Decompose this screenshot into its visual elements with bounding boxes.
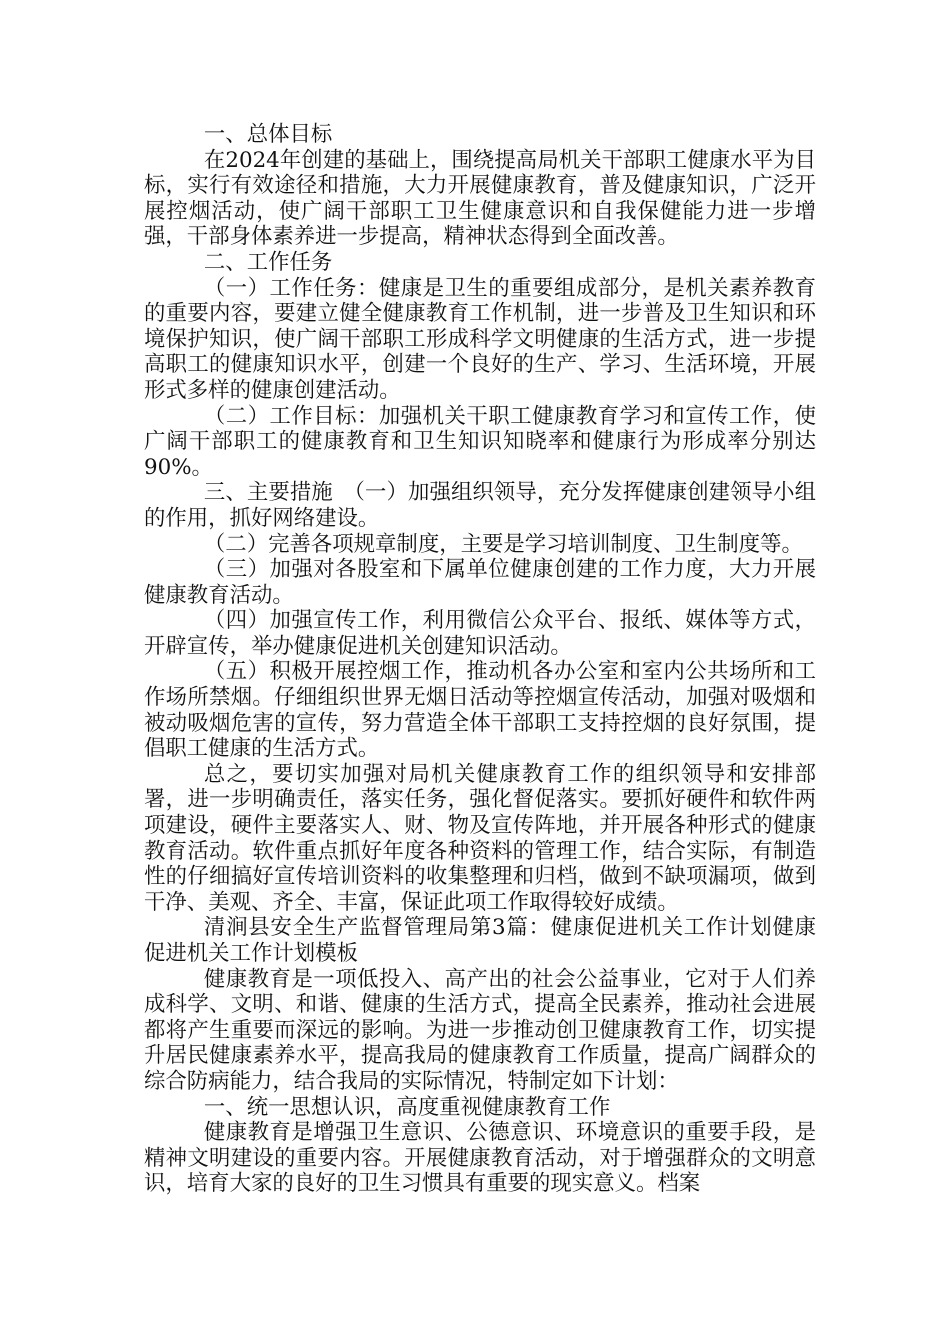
paragraph-measures-5: （五）积极开展控烟工作，推动机各办公室和室内公共场所和工作场所禁烟。仔细组织世界无烟日活动等控烟宣传活动，加强对吸烟和被动吸烟危害的宣传，努力营造全体干部职工支持控烟的良好氛围，提倡职工健康的生活方式。 — [144, 659, 816, 762]
paragraph-summary: 总之，要切实加强对局机关健康教育工作的组织领导和安排部署，进一步明确责任，落实任务，强化督促落实。要抓好硬件和软件两项建设，硬件主要落实人、财、物及宣传阵地，并开展各种形式的健康教育活动。软件重点抓好年度各种资料的管理工作，结合实际，有制造性的仔细搞好宣传培训资料的收集整理和归档，做到不缺项漏项，做到干净、美观、齐全、丰富，保证此项工作取得较好成绩。 — [144, 761, 816, 915]
paragraph-task-2: （二）工作目标：加强机关干职工健康教育学习和宣传工作，使广阔干部职工的健康教育和卫生知识知晓率和健康行为形成率分别达90%。 — [144, 403, 816, 480]
paragraph-measures-1: 三、主要措施 （一）加强组织领导，充分发挥健康创建领导小组的作用，抓好网络建设。 — [144, 480, 816, 531]
heading-work-tasks: 二、工作任务 — [203, 249, 333, 275]
paragraph-measures-3: （三）加强对各股室和下属单位健康创建的工作力度，大力开展健康教育活动。 — [144, 557, 816, 608]
paragraph-measures-2: （二）完善各项规章制度，主要是学习培训制度、卫生制度等。 — [203, 531, 803, 557]
paragraph-overall-goal: 在2024年创建的基础上，围绕提高局机关干部职工健康水平为目标，实行有效途径和措施，大力开展健康教育，普及健康知识，广泛开展控烟活动，使广阔干部职工卫生健康意识和自我保健能力进一步增强，干部身体素养进一步提高，精神状态得到全面改善。 — [144, 147, 816, 250]
paragraph-measures-4: （四）加强宣传工作，利用微信公众平台、报纸、媒体等方式，开辟宣传，举办健康促进机关创建知识活动。 — [144, 608, 816, 659]
heading-overall-goal: 一、总体目标 — [203, 122, 333, 147]
paragraph-section-title: 清涧县安全生产监督管理局第3篇：健康促进机关工作计划健康促进机关工作计划模板 — [144, 915, 816, 966]
heading-unify-thinking: 一、统一思想认识，高度重视健康教育工作 — [203, 1094, 611, 1120]
paragraph-health-education: 健康教育是增强卫生意识、公德意识、环境意识的重要手段，是精神文明建设的重要内容。开展健康教育活动，对于增强群众的文明意识，培育大家的良好的卫生习惯具有重要的现实意义。档案 — [144, 1120, 816, 1197]
document-body — [144, 122, 816, 1197]
paragraph-task-1: （一）工作任务：健康是卫生的重要组成部分，是机关素养教育的重要内容，要建立健全健康教育工作机制，进一步普及卫生知识和环境保护知识，使广阔干部职工形成科学文明健康的生活方式，进一步提高职工的健康知识水平，创建一个良好的生产、学习、生活环境，开展形式多样的健康创建活动。 — [144, 275, 816, 403]
paragraph-intro: 健康教育是一项低投入、高产出的社会公益事业，它对于人们养成科学、文明、和谐、健康的生活方式，提高全民素养，推动社会进展都将产生重要而深远的影响。为进一步推动创卫健康教育工作，切实提升居民健康素养水平，提高我局的健康教育工作质量，提高广阔群众的综合防病能力，结合我局的实际情况，特制定如下计划： — [144, 966, 816, 1094]
